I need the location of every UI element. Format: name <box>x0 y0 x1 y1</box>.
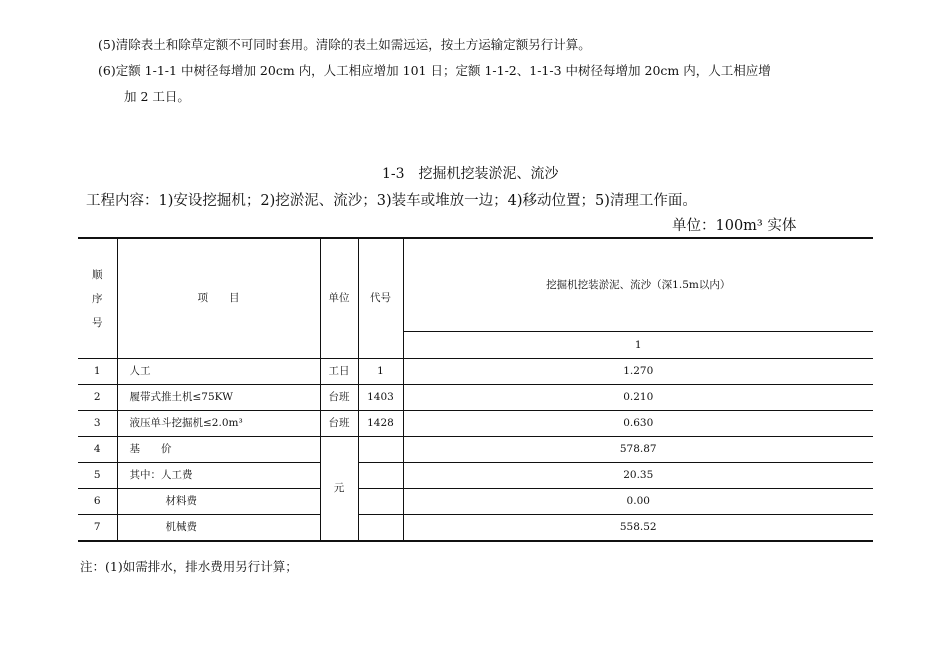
note-bottom: 注：(1)如需排水，排水费用另行计算； <box>80 559 298 574</box>
table-row <box>78 463 873 489</box>
header-item: 项 目 <box>117 238 320 359</box>
row-item: 人工 <box>117 359 320 385</box>
merged-unit-yuan: 元 <box>320 437 358 542</box>
row-code <box>358 515 403 542</box>
row-value: 558.52 <box>403 515 873 542</box>
row-unit: 台班 <box>320 411 358 437</box>
note-6-continued: 加 2 工日。 <box>124 89 190 104</box>
row-no: 3 <box>78 411 117 437</box>
work-content: 工程内容：1)安设挖掘机；2)挖淤泥、流沙；3)装车或堆放一边；4)移动位置；5)清理工作面。 <box>86 193 697 209</box>
table-row <box>78 489 873 515</box>
row-item: 液压单斗挖掘机≤2.0m³ <box>117 411 320 437</box>
row-value: 1.270 <box>403 359 873 385</box>
row-no: 6 <box>78 489 117 515</box>
row-value: 0.210 <box>403 385 873 411</box>
section-title: 1-3 挖掘机挖装淤泥、流沙 <box>382 166 559 182</box>
unit-line: 单位：100m³ 实体 <box>672 218 797 234</box>
row-item: 基 价 <box>117 437 320 463</box>
header-unit: 单位 <box>320 238 358 359</box>
row-unit: 工日 <box>320 359 358 385</box>
row-item: 机械费 <box>117 515 320 542</box>
table-row <box>78 359 873 385</box>
row-value: 0.00 <box>403 489 873 515</box>
row-code: 1 <box>358 359 403 385</box>
quota-table <box>78 237 873 542</box>
row-item: 材料费 <box>117 489 320 515</box>
table-row <box>78 437 873 463</box>
row-no: 2 <box>78 385 117 411</box>
row-code: 1403 <box>358 385 403 411</box>
row-code <box>358 437 403 463</box>
table-row <box>78 411 873 437</box>
note-5: (5)清除表土和除草定额不可同时套用。清除的表土如需远运，按土方运输定额另行计算。 <box>98 37 591 52</box>
header-seq: 顺 序 号 <box>78 238 117 359</box>
row-no: 7 <box>78 515 117 542</box>
row-code <box>358 489 403 515</box>
row-item: 履带式推土机≤75KW <box>117 385 320 411</box>
row-value: 0.630 <box>403 411 873 437</box>
row-unit: 台班 <box>320 385 358 411</box>
row-no: 1 <box>78 359 117 385</box>
row-item: 其中：人工费 <box>117 463 320 489</box>
table-row <box>78 515 873 542</box>
note-6: (6)定额 1-1-1 中树径每增加 20cm 内，人工相应增加 101 日；定额 1-1-2、1-1-3 中树径每增加 20cm 内，人工相应增 <box>98 63 771 78</box>
row-value: 20.35 <box>403 463 873 489</box>
row-no: 5 <box>78 463 117 489</box>
row-value: 578.87 <box>403 437 873 463</box>
row-code <box>358 463 403 489</box>
header-code: 代号 <box>358 238 403 359</box>
row-code: 1428 <box>358 411 403 437</box>
table-row <box>78 385 873 411</box>
header-work: 挖掘机挖装淤泥、流沙（深1.5m以内） <box>403 238 873 332</box>
header-column-number: 1 <box>403 332 873 359</box>
row-no: 4 <box>78 437 117 463</box>
